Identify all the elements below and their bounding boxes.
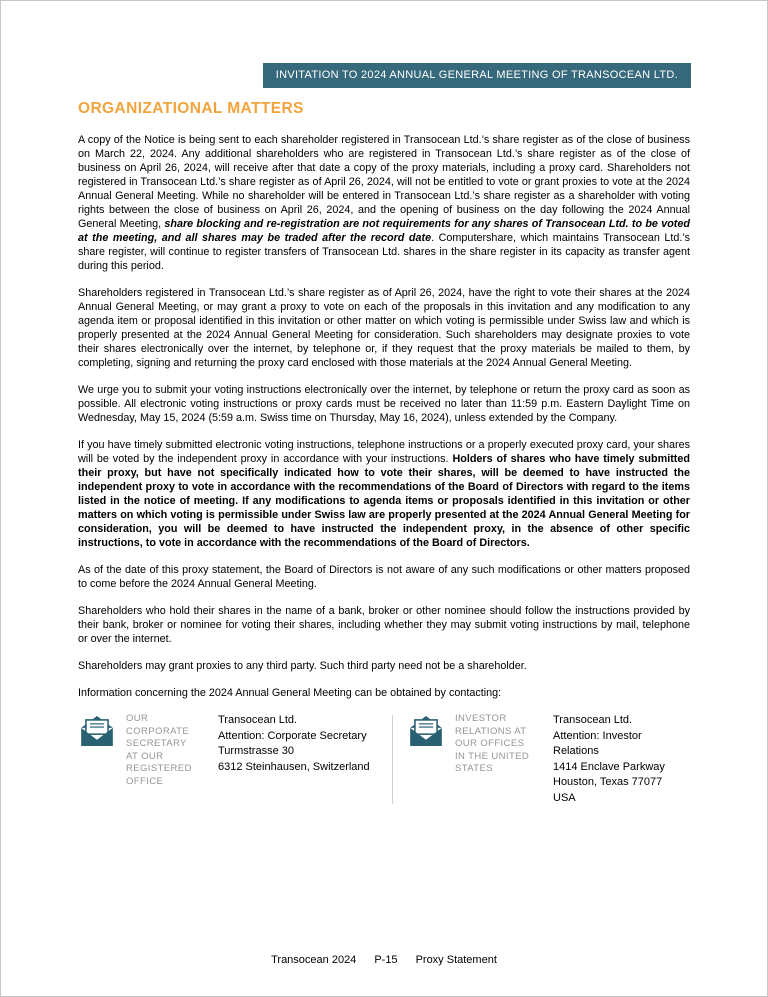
page-body: [1, 1, 767, 806]
contact-corporate-secretary: [78, 713, 378, 806]
contact-label: OUR CORPORATE SECRETARY AT OUR REGISTERED OFFICE: [126, 713, 192, 787]
header-banner: INVITATION TO 2024 ANNUAL GENERAL MEETING OF TRANSOCEAN LTD.: [263, 63, 691, 88]
body-paragraph: Shareholders may grant proxies to any third party. Such third party need not be a shareholder.: [78, 660, 527, 672]
body-paragraph: A copy of the Notice is being sent to each shareholder registered in Transocean Ltd.’s share register as of the close of business on March 22, 2024. Any additional shareholders who are registered in Transocean Ltd.’s share register as of the close of business on April 26, 2024, will receive after that date a copy of the proxy materials, including a proxy card. Shareholders not registered in Transocean Ltd.’s share register as of April 26, 2024, will not be entitled to vote or grant proxies to vote at the 2024 Annual General Meeting. While no shareholder will be entered in Transocean Ltd.’s share register as a shareholder with voting rights between the close of business on April 26, 2024, and the opening of business on the day following the 2024 Annual General Meeting, share blocking and re-registration are not requirements for any shares of Transocean Ltd. to be voted at the meeting, and all shares may be traded after the record date. Computershare, which maintains Transocean Ltd.’s share register, will continue to register transfers of Transocean Ltd. shares in the share register in its capacity as transfer agent during this period.: [78, 134, 690, 272]
body-paragraph: Information concerning the 2024 Annual General Meeting can be obtained by contacting:: [78, 687, 502, 699]
footer-page-number: P-15: [374, 954, 398, 966]
footer-doc-type: Proxy Statement: [415, 954, 497, 966]
contact-address: Transocean Ltd. Attention: Investor Relations 1414 Enclave Parkway Houston, Texas 77077 USA: [553, 714, 665, 804]
vertical-divider: [392, 715, 393, 804]
contact-section: [78, 713, 690, 806]
page-footer: [1, 954, 767, 966]
envelope-icon: [407, 715, 445, 752]
footer-company: Transocean 2024: [271, 954, 357, 966]
body-paragraph: If you have timely submitted electronic voting instructions, telephone instructions or a properly executed proxy card, your shares will be voted by the independent proxy in accordance with your instructions. Holders of shares who have timely submitted their proxy, but have not specifically indicated how to vote their shares, will be deemed to have instructed the independent proxy to vote in accordance with the recommendations of the Board of Directors with regard to the items listed in the notice of meeting. If any modifications to agenda items or proposals identified in this invitation or other matters on which voting is permissible under Swiss law are properly presented at the 2024 Annual General Meeting for consideration, you will be deemed to have instructed the independent proxy, in the absence of other specific instructions, to vote in accordance with the recommendations of the Board of Directors.: [78, 439, 690, 549]
body-paragraph: As of the date of this proxy statement, the Board of Directors is not aware of any such modifications or other matters proposed to come before the 2024 Annual General Meeting.: [78, 564, 690, 590]
page-title: ORGANIZATIONAL MATTERS: [78, 100, 304, 117]
body-paragraph: We urge you to submit your voting instructions electronically over the internet, by telephone or return the proxy card as soon as possible. All electronic voting instructions or proxy cards must be received no later than 11:59 p.m. Eastern Daylight Time on Wednesday, May 15, 2024 (5:59 a.m. Swiss time on Thursday, May 16, 2024), unless extended by the Company.: [78, 384, 690, 424]
contact-label: INVESTOR RELATIONS AT OUR OFFICES IN THE UNITED STATES: [455, 713, 530, 774]
body-paragraph: Shareholders registered in Transocean Ltd.’s share register as of April 26, 2024, have the right to vote their shares at the 2024 Annual General Meeting, or may grant a proxy to vote on each of the proposals in this invitation and any modification to any agenda item or proposal identified in this invitation or other matter on which voting is permissible under Swiss law and which is properly presented at the 2024 Annual General Meeting for consideration. Such shareholders may designate proxies to vote their shares electronically over the internet, by telephone or, if they request that the proxy materials be mailed to them, by completing, signing and returning the proxy card enclosed with those materials at the 2024 Annual General Meeting.: [78, 287, 690, 369]
body-paragraph: Shareholders who hold their shares in the name of a bank, broker or other nominee should follow the instructions provided by their bank, broker or nominee for voting their shares, including whether they may submit voting instructions by mail, telephone or over the internet.: [78, 605, 690, 645]
envelope-icon: [78, 715, 116, 752]
contact-address: Transocean Ltd. Attention: Corporate Secretary Turmstrasse 30 6312 Steinhausen, Switzerland: [218, 714, 370, 773]
contact-investor-relations: [407, 713, 690, 806]
